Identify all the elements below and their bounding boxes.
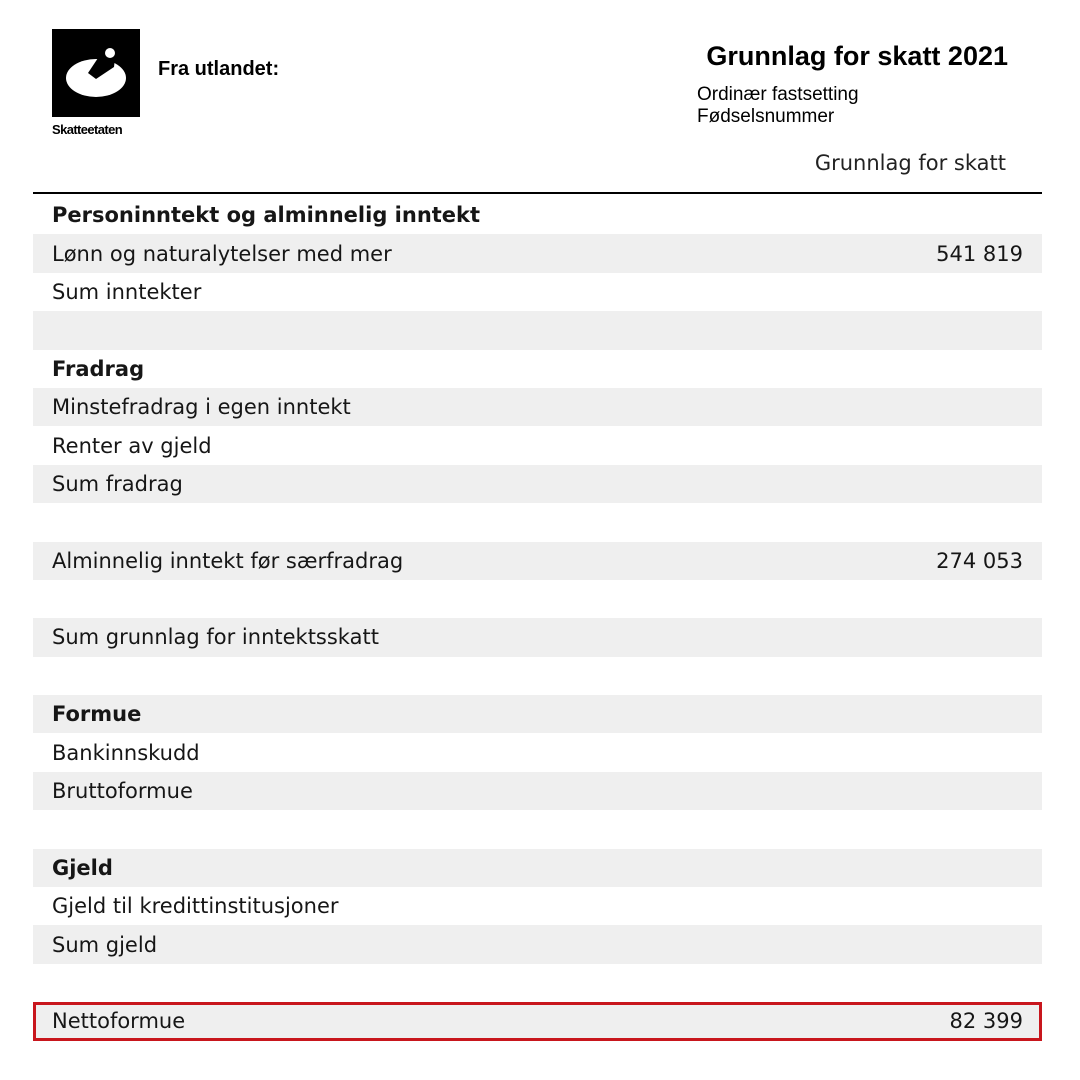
table-row bbox=[33, 733, 1042, 771]
blank-row bbox=[33, 311, 1042, 349]
row-label: Lønn og naturalytelser med mer bbox=[52, 241, 392, 266]
from-abroad-label: Fra utlandet: bbox=[158, 58, 280, 80]
section-heading-label: Fradrag bbox=[52, 356, 145, 381]
table-row bbox=[33, 1002, 1042, 1040]
assessment-type: Ordinær fastsetting bbox=[697, 84, 859, 105]
table-row bbox=[33, 542, 1042, 580]
section-heading bbox=[33, 350, 1042, 388]
section-heading bbox=[33, 695, 1042, 733]
blank-row bbox=[33, 657, 1042, 695]
table-row bbox=[33, 273, 1042, 311]
row-label: Gjeld til kredittinstitusjoner bbox=[52, 894, 339, 919]
table-row bbox=[33, 925, 1042, 963]
section-heading bbox=[33, 196, 1042, 234]
row-label: Renter av gjeld bbox=[52, 433, 212, 458]
section-heading-label: Personinntekt og alminnelig inntekt bbox=[52, 203, 481, 228]
row-value: 82 399 bbox=[949, 1009, 1023, 1034]
table-row bbox=[33, 465, 1042, 503]
document-title: Grunnlag for skatt 2021 bbox=[706, 41, 1008, 71]
header-divider bbox=[33, 192, 1042, 194]
row-label: Alminnelig inntekt før særfradrag bbox=[52, 548, 404, 573]
row-label: Sum fradrag bbox=[52, 471, 183, 496]
row-value: 274 053 bbox=[936, 548, 1023, 573]
table-row bbox=[33, 426, 1042, 464]
row-label: Sum inntekter bbox=[52, 279, 202, 304]
table-row bbox=[33, 887, 1042, 925]
blank-row bbox=[33, 810, 1042, 848]
table-row bbox=[33, 388, 1042, 426]
blank-row bbox=[33, 503, 1042, 541]
table-row bbox=[33, 234, 1042, 272]
row-label: Minstefradrag i egen inntekt bbox=[52, 395, 351, 420]
row-label: Nettoformue bbox=[52, 1009, 186, 1034]
column-header: Grunnlag for skatt bbox=[814, 151, 1006, 175]
section-heading-label: Gjeld bbox=[52, 855, 113, 880]
row-label: Sum gjeld bbox=[52, 932, 158, 957]
skatteetaten-logo bbox=[52, 29, 140, 117]
row-value: 541 819 bbox=[936, 241, 1023, 266]
tax-basis-table bbox=[33, 196, 1042, 1041]
birth-number-label: Fødselsnummer bbox=[697, 106, 835, 127]
table-row bbox=[33, 618, 1042, 656]
blank-row bbox=[33, 964, 1042, 1002]
blank-row bbox=[33, 580, 1042, 618]
row-label: Sum grunnlag for inntektsskatt bbox=[52, 625, 379, 650]
logo-icon bbox=[52, 29, 140, 117]
table-row bbox=[33, 772, 1042, 810]
logo-wordmark: Skatteetaten bbox=[52, 122, 123, 137]
row-label: Bankinnskudd bbox=[52, 740, 200, 765]
row-label: Bruttoformue bbox=[52, 779, 193, 804]
section-heading-label: Formue bbox=[52, 702, 142, 727]
section-heading bbox=[33, 849, 1042, 887]
